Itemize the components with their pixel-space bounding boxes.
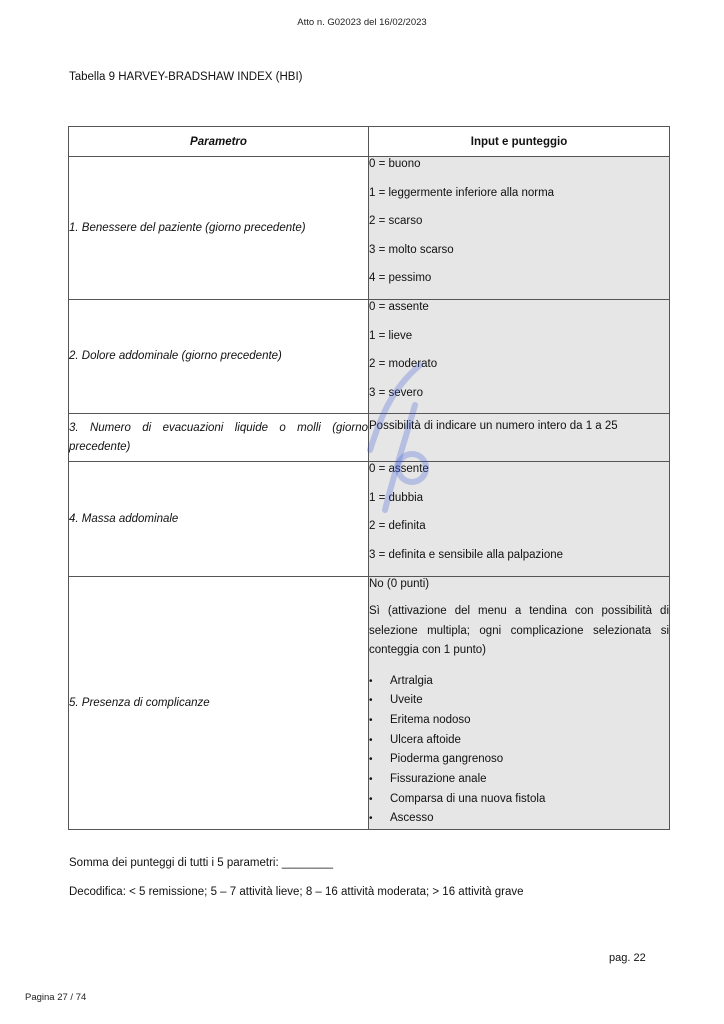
list-item	[369, 809, 669, 829]
list-item-label: Comparsa di una nuova fistola	[390, 792, 546, 805]
list-item-label: Eritema nodoso	[390, 713, 471, 726]
list-item-label: Artralgia	[390, 674, 433, 687]
option-text: 0 = buono	[369, 158, 421, 170]
score-sum-line: Somma dei punteggi di tutti i 5 parametri: ________	[69, 857, 334, 869]
option-text: 1 = leggermente inferiore alla norma	[369, 186, 555, 199]
list-item-label: Fissurazione anale	[390, 772, 487, 785]
table-row	[69, 577, 670, 830]
list-item	[369, 691, 669, 711]
list-item-label: Pioderma gangrenoso	[390, 753, 504, 766]
param-cell: 3. Numero di evacuazioni liquide o molli (giorno precedente)	[69, 414, 369, 462]
list-item	[369, 711, 669, 731]
list-item	[369, 731, 669, 751]
param-cell: 5. Presenza di complicanze	[69, 577, 369, 830]
column-header-parametro: Parametro	[69, 127, 369, 157]
option-text: 2 = scarso	[369, 215, 423, 227]
option-text: Possibilità di indicare un numero intero da 1 a 25	[369, 420, 618, 432]
bullet-icon: •	[369, 714, 373, 726]
bullet-icon: •	[369, 675, 373, 687]
page-number: pag. 22	[609, 952, 646, 964]
table-row	[69, 462, 670, 577]
decode-line: Decodifica: < 5 remissione; 5 – 7 attività lieve; 8 – 16 attività moderata; > 16 attività grave	[69, 886, 524, 898]
option-text: 0 = assente	[369, 301, 429, 313]
list-item-label: Ulcera aftoide	[390, 733, 461, 746]
option-text: No (0 punti)	[369, 578, 430, 590]
table-row	[69, 157, 670, 300]
table-title: Tabella 9 HARVEY-BRADSHAW INDEX (HBI)	[69, 71, 303, 83]
list-item	[369, 790, 669, 810]
option-text: Sì (attivazione del menu a tendina con possibilità di selezione multipla; ogni complicazione selezionata si conteggia con 1 punto)	[369, 605, 669, 656]
table-row	[69, 300, 670, 414]
list-item	[369, 672, 669, 692]
bullet-icon: •	[369, 754, 373, 766]
input-cell	[369, 300, 670, 414]
option-text: 2 = moderato	[369, 358, 438, 370]
bullet-icon: •	[369, 813, 373, 825]
complications-list	[369, 672, 669, 830]
param-cell: 4. Massa addominale	[69, 462, 369, 577]
option-text: 3 = molto scarso	[369, 243, 454, 256]
act-header: Atto n. G02023 del 16/02/2023	[297, 17, 427, 28]
option-text: 3 = severo	[369, 386, 424, 399]
input-cell	[369, 577, 670, 830]
hbi-table	[68, 126, 670, 830]
footer-page-count: Pagina 27 / 74	[25, 992, 87, 1003]
bullet-icon: •	[369, 734, 373, 746]
bullet-icon: •	[369, 773, 373, 785]
list-item	[369, 770, 669, 790]
list-item	[369, 750, 669, 770]
option-text: 1 = dubbia	[369, 491, 424, 504]
bullet-icon: •	[369, 695, 373, 707]
table-header-row	[69, 127, 670, 157]
option-text: 3 = definita e sensibile alla palpazione	[369, 548, 564, 561]
input-cell	[369, 462, 670, 577]
column-header-input: Input e punteggio	[369, 127, 670, 157]
input-cell	[369, 414, 670, 462]
param-cell: 1. Benessere del paziente (giorno precedente)	[69, 157, 369, 300]
option-text: 0 = assente	[369, 463, 429, 475]
bullet-icon: •	[369, 793, 373, 805]
option-text: 2 = definita	[369, 520, 426, 532]
table-row	[69, 414, 670, 462]
option-text: 1 = lieve	[369, 329, 413, 342]
input-cell	[369, 157, 670, 300]
list-item-label: Ascesso	[390, 812, 434, 825]
list-item-label: Uveite	[390, 694, 423, 707]
option-text: 4 = pessimo	[369, 272, 432, 284]
param-cell: 2. Dolore addominale (giorno precedente)	[69, 300, 369, 414]
